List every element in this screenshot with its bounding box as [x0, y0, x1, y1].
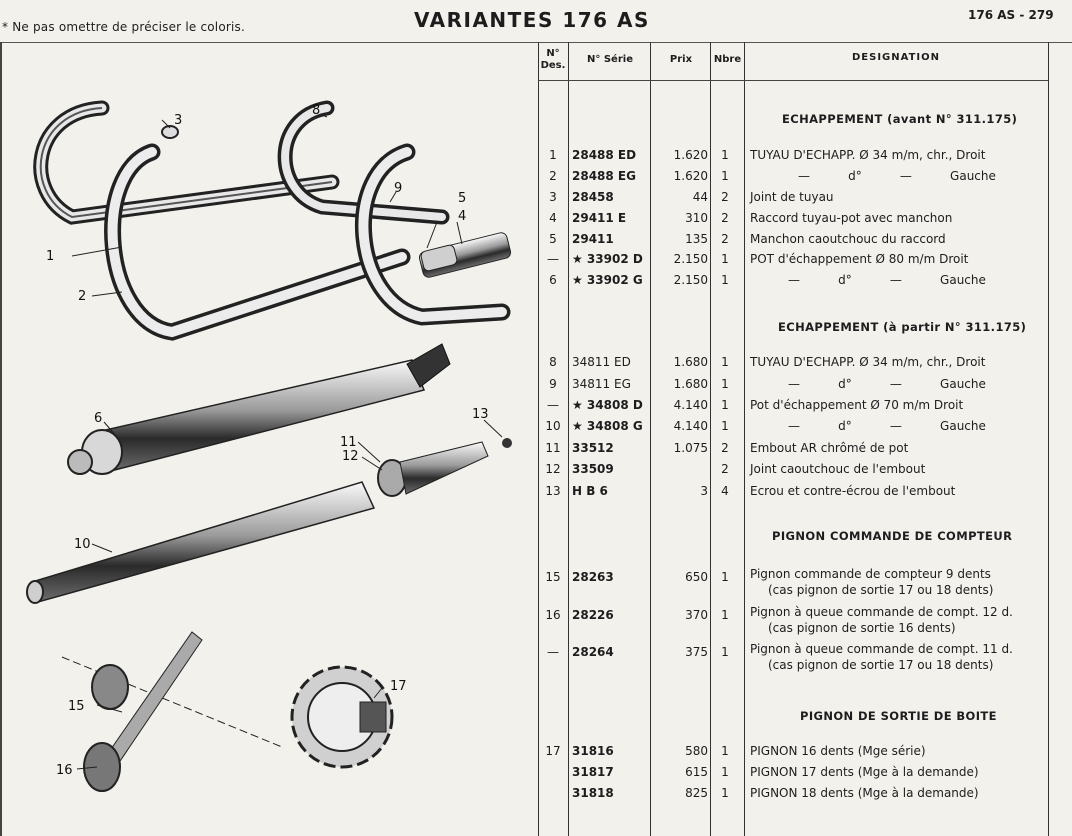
row-prix: 3 — [700, 484, 708, 498]
row-no: 6 — [549, 273, 557, 287]
row-nbre: 1 — [721, 377, 729, 391]
column-header-nbre: Nbre — [713, 54, 742, 65]
row-nbre: 1 — [721, 398, 729, 412]
row-nbre: 2 — [721, 190, 729, 204]
row-nbre: 1 — [721, 355, 729, 369]
row-no: — — [547, 645, 559, 659]
callout-11: 11 — [340, 435, 357, 450]
row-prix: 1.075 — [673, 441, 708, 455]
exploded-view-drawing — [2, 42, 538, 836]
row-no: 8 — [549, 355, 557, 369]
row-serie: 28458 — [572, 190, 614, 204]
callout-5: 5 — [458, 191, 467, 206]
callout-6: 6 — [94, 411, 103, 426]
table-row — [538, 642, 1058, 678]
color-note: * Ne pas omettre de préciser le coloris. — [2, 20, 245, 34]
row-serie: 33512 — [572, 441, 614, 455]
row-no: 16 — [545, 608, 561, 622]
column-header-serie: N° Série — [587, 54, 633, 65]
callout-17: 17 — [390, 679, 407, 694]
row-no: — — [547, 252, 559, 266]
row-prix: 135 — [685, 232, 708, 246]
row-no: 3 — [549, 190, 557, 204]
pipe-connector — [418, 231, 512, 278]
row-designation: PIGNON 18 dents (Mge à la demande) — [750, 786, 979, 800]
row-no: 15 — [545, 570, 561, 584]
row-serie: 28488 EG — [572, 169, 636, 183]
row-prix: 375 — [685, 645, 708, 659]
row-prix: 825 — [685, 786, 708, 800]
row-designation: Embout AR chrômé de pot — [750, 441, 909, 455]
row-designation: TUYAU D'ECHAPP. Ø 34 m/m, chr., Droit — [750, 148, 986, 162]
table-row — [538, 419, 1058, 439]
row-designation: — d° — Gauche — [788, 273, 986, 287]
row-nbre: 2 — [721, 232, 729, 246]
column-header-designation: DESIGNATION — [851, 52, 940, 63]
row-serie: 28264 — [572, 645, 614, 659]
column-header-prix: Prix — [669, 54, 693, 65]
table-row — [538, 786, 1058, 806]
row-nbre: 1 — [721, 570, 729, 584]
callout-16: 16 — [56, 763, 73, 778]
row-serie: 33509 — [572, 462, 614, 476]
section-title-meter-pinion: PIGNON COMMANDE DE COMPTEUR — [772, 529, 1013, 543]
row-no: 1 — [549, 148, 557, 162]
row-designation: PIGNON 16 dents (Mge série) — [750, 744, 926, 758]
row-designation: Joint de tuyau — [750, 190, 834, 204]
callout-10: 10 — [74, 537, 91, 552]
table-row — [538, 744, 1058, 764]
row-prix: 44 — [692, 190, 708, 204]
callout-3: 3 — [174, 113, 183, 128]
row-serie: 31817 — [572, 765, 614, 779]
callout-9: 9 — [394, 181, 403, 196]
table-row — [538, 232, 1058, 252]
row-nbre: 1 — [721, 273, 729, 287]
row-nbre: 1 — [721, 645, 729, 659]
row-nbre: 2 — [721, 462, 729, 476]
row-no: — — [547, 398, 559, 412]
table-row — [538, 484, 1058, 504]
row-designation: Pot d'échappement Ø 70 m/m Droit — [750, 398, 964, 412]
row-serie: 34811 EG — [572, 377, 631, 391]
row-prix: 1.680 — [673, 377, 708, 391]
row-nbre: 2 — [721, 441, 729, 455]
section-title-exhaust-after: ECHAPPEMENT (à partir N° 311.175) — [778, 320, 1027, 334]
callout-15: 15 — [68, 699, 85, 714]
header-underline — [538, 80, 1048, 81]
row-nbre: 1 — [721, 169, 729, 183]
row-nbre: 1 — [721, 148, 729, 162]
callout-12: 12 — [342, 449, 359, 464]
page-reference: 176 AS - 279 — [968, 8, 1054, 22]
row-serie: ★ 34808 G — [572, 419, 643, 433]
row-prix: 580 — [685, 744, 708, 758]
row-no: 5 — [549, 232, 557, 246]
callout-13: 13 — [472, 407, 489, 422]
row-serie: 31816 — [572, 744, 614, 758]
row-designation: Ecrou et contre-écrou de l'embout — [750, 484, 956, 498]
row-nbre: 1 — [721, 744, 729, 758]
row-designation-note: (cas pignon de sortie 16 dents) — [768, 621, 956, 635]
row-nbre: 1 — [721, 765, 729, 779]
row-designation-note: (cas pignon de sortie 17 ou 18 dents) — [768, 583, 994, 597]
row-designation: Pignon à queue commande de compt. 12 d. — [750, 605, 1013, 619]
row-no: 13 — [545, 484, 561, 498]
row-prix: 1.620 — [673, 169, 708, 183]
row-prix: 1.620 — [673, 148, 708, 162]
row-designation: TUYAU D'ECHAPP. Ø 34 m/m, chr., Droit — [750, 355, 986, 369]
table-row — [538, 377, 1058, 397]
row-no: 4 — [549, 211, 557, 225]
row-designation: POT d'échappement Ø 80 m/m Droit — [750, 252, 969, 266]
table-row — [538, 148, 1058, 168]
row-designation: — d° — Gauche — [798, 169, 996, 183]
callout-8: 8 — [312, 103, 321, 118]
row-prix: 2.150 — [673, 273, 708, 287]
table-row — [538, 273, 1058, 293]
row-designation: PIGNON 17 dents (Mge à la demande) — [750, 765, 979, 779]
row-serie: 29411 — [572, 232, 614, 246]
row-prix: 370 — [685, 608, 708, 622]
row-serie: 31818 — [572, 786, 614, 800]
row-serie: 28488 ED — [572, 148, 637, 162]
page-title: VARIANTES 176 AS — [414, 8, 650, 32]
parts-illustration — [0, 42, 538, 836]
row-prix: 650 — [685, 570, 708, 584]
row-no: 9 — [549, 377, 557, 391]
table-row — [538, 169, 1058, 189]
rear-end-cap — [378, 438, 512, 496]
row-nbre: 1 — [721, 419, 729, 433]
row-designation: Manchon caoutchouc du raccord — [750, 232, 946, 246]
callout-2: 2 — [78, 289, 87, 304]
table-row — [538, 605, 1058, 641]
row-designation-note: (cas pignon de sortie 17 ou 18 dents) — [768, 658, 994, 672]
row-serie: 34811 ED — [572, 355, 631, 369]
table-row — [538, 398, 1058, 418]
table-row — [538, 252, 1058, 272]
row-serie: ★ 34808 D — [572, 398, 643, 412]
table-row — [538, 765, 1058, 785]
row-no: 2 — [549, 169, 557, 183]
row-no: 17 — [545, 744, 561, 758]
row-designation: Pignon à queue commande de compt. 11 d. — [750, 642, 1013, 656]
row-prix: 4.140 — [673, 419, 708, 433]
callout-4: 4 — [458, 209, 467, 224]
row-serie: 28263 — [572, 570, 614, 584]
row-no: 12 — [545, 462, 561, 476]
row-prix: 1.680 — [673, 355, 708, 369]
row-serie: 28226 — [572, 608, 614, 622]
gearbox-sprocket — [292, 667, 392, 767]
callout-1: 1 — [46, 249, 55, 264]
row-serie: ★ 33902 G — [572, 273, 643, 287]
row-prix: 310 — [685, 211, 708, 225]
row-prix: 615 — [685, 765, 708, 779]
table-row — [538, 441, 1058, 461]
section-title-output-pinion: PIGNON DE SORTIE DE BOITE — [800, 709, 997, 723]
row-nbre: 1 — [721, 608, 729, 622]
row-designation: Joint caoutchouc de l'embout — [750, 462, 926, 476]
table-row — [538, 462, 1058, 482]
table-row — [538, 190, 1058, 210]
table-row — [538, 567, 1058, 603]
column-header-no: N° Des. — [540, 48, 566, 71]
section-title-exhaust-before: ECHAPPEMENT (avant N° 311.175) — [782, 112, 1018, 126]
row-no: 10 — [545, 419, 561, 433]
row-serie: 29411 E — [572, 211, 627, 225]
row-designation: — d° — Gauche — [788, 377, 986, 391]
row-nbre: 1 — [721, 786, 729, 800]
table-row — [538, 211, 1058, 231]
row-serie: ★ 33902 D — [572, 252, 643, 266]
row-serie: H B 6 — [572, 484, 608, 498]
row-no: 11 — [545, 441, 561, 455]
row-designation: Pignon commande de compteur 9 dents — [750, 567, 991, 581]
row-designation: — d° — Gauche — [788, 419, 986, 433]
row-nbre: 4 — [721, 484, 729, 498]
row-nbre: 1 — [721, 252, 729, 266]
row-designation: Raccord tuyau-pot avec manchon — [750, 211, 953, 225]
row-prix: 2.150 — [673, 252, 708, 266]
row-prix: 4.140 — [673, 398, 708, 412]
silencer-pot-6 — [68, 344, 450, 474]
table-row — [538, 355, 1058, 375]
row-nbre: 2 — [721, 211, 729, 225]
